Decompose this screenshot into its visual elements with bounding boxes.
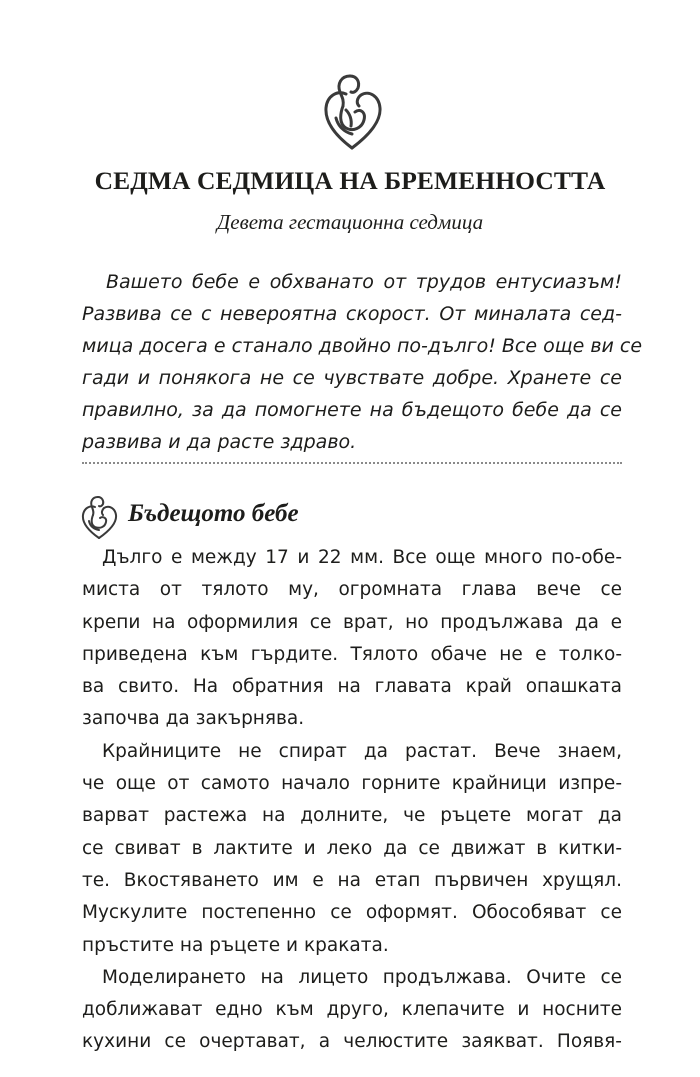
- text-line: доближават едно към друго, клепачите и носните: [82, 999, 622, 1021]
- intro-line: правилно, за да помогнете на бъдещото бебе да се: [82, 399, 622, 421]
- paragraph: [82, 962, 622, 1059]
- mother-heart-logo-icon: [322, 70, 384, 152]
- chapter-title: СЕДМА СЕДМИЦА НА БРЕМЕННОСТТА: [94, 166, 606, 195]
- intro-line: Вашето бебе е обхванато от трудов ентусиазъм!: [106, 271, 622, 293]
- intro-line: Развива се с невероятна скорост. От миналата сед-: [82, 303, 622, 325]
- text-line: Моделирането на лицето продължава. Очите се: [102, 966, 622, 988]
- chapter-subtitle: Девета гестационна седмица: [216, 210, 484, 234]
- intro-line: мица досега е станало двойно по-дълго! Все още ви се: [82, 335, 643, 357]
- text-line: Крайниците не спират да растат. Вече знаем,: [102, 740, 622, 762]
- text-line: че още от самото начало горните крайници изпре-: [82, 773, 622, 795]
- text-line: Дълго е между 17 и 22 мм. Все още много по-обе-: [102, 547, 622, 568]
- mother-heart-icon: [80, 494, 120, 540]
- text-line: кухини се очертават, а челюстите заякват. Появя-: [82, 1031, 622, 1053]
- section-title: Бъдещото бебе: [128, 500, 299, 527]
- text-line: ва свито. На обратния на главата край опашката: [82, 676, 622, 698]
- paragraph: [82, 542, 622, 736]
- text-line: Мускулите постепенно се оформят. Обособяват се: [82, 902, 622, 924]
- intro-line: развива и да расте здраво.: [82, 431, 357, 453]
- text-line: крепи на оформилия се врат, но продължава да е: [82, 611, 622, 633]
- dotted-divider: [82, 462, 622, 464]
- paragraph: [82, 736, 622, 962]
- text-line: пръстите на ръцете и краката.: [82, 934, 389, 956]
- intro-line: гади и понякога не се чувствате добре. Хранете се: [82, 367, 622, 389]
- text-line: те. Вкостяването им е на етап първичен хрущял.: [82, 869, 622, 891]
- text-line: приведена към гърдите. Тялото обаче не е толко-: [82, 643, 622, 665]
- text-line: се свиват в лактите и леко да се движат в китки-: [82, 837, 622, 859]
- text-line: започва да закърнява.: [82, 708, 305, 730]
- intro-paragraph: [82, 266, 643, 458]
- body-text: [82, 542, 622, 1059]
- text-line: миста от тялото му, огромната глава вече се: [82, 579, 622, 601]
- text-line: варват растежа на долните, че ръцете могат да: [82, 805, 622, 827]
